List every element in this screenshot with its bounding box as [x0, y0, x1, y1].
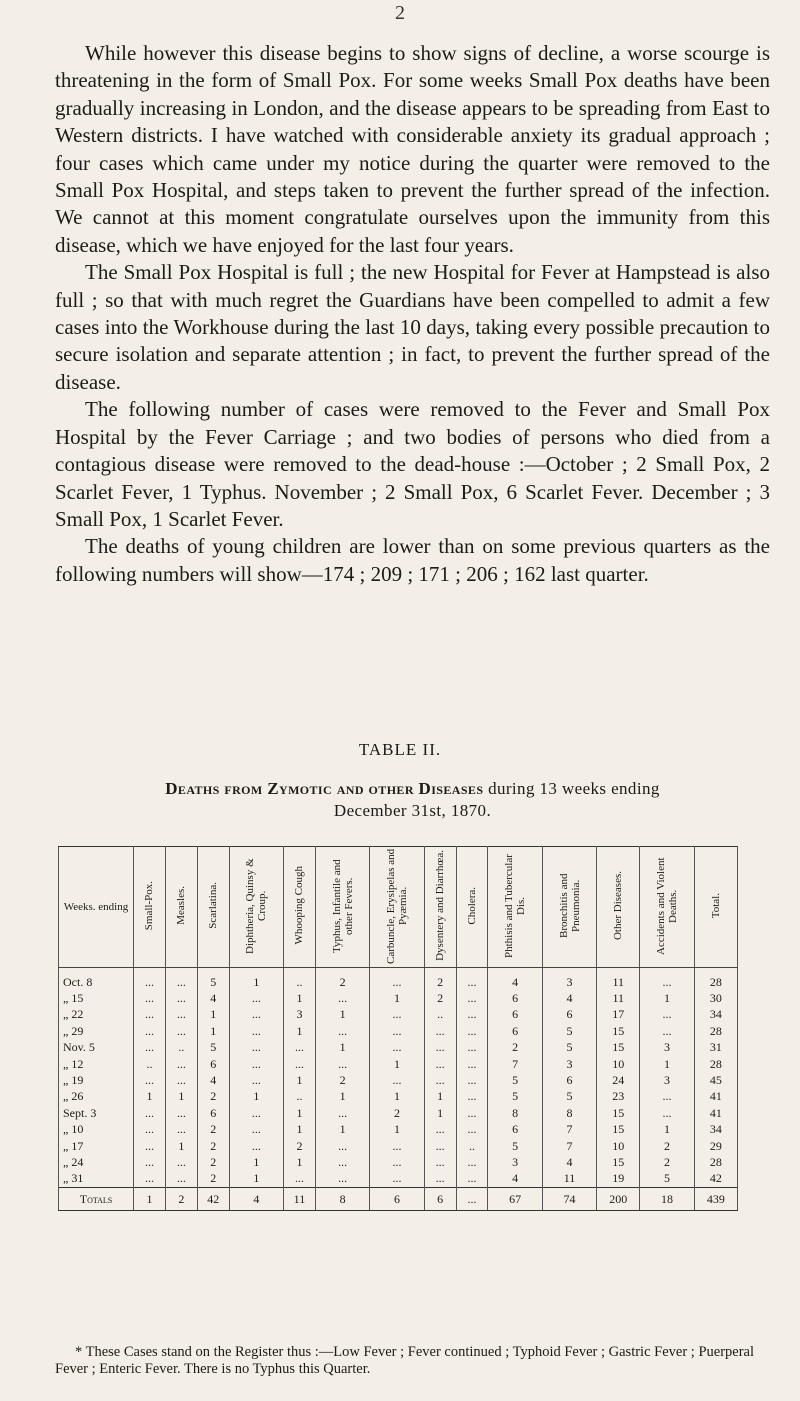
table-cell: 11	[597, 968, 640, 991]
deaths-table	[58, 846, 738, 1211]
table-cell: ...	[424, 1122, 456, 1138]
week-cell: Nov. 5	[59, 1040, 134, 1056]
table-cell: ...	[315, 1105, 369, 1121]
table-cell: 1	[284, 1122, 316, 1138]
totals-cell: 8	[315, 1188, 369, 1211]
table-cell: ...	[165, 990, 197, 1006]
table-row	[59, 1105, 738, 1121]
table-cell: 6	[542, 1072, 596, 1088]
table-cell: ...	[284, 1040, 316, 1056]
table-cell: ...	[229, 1040, 283, 1056]
table-cell: 1	[370, 1122, 424, 1138]
table-cell: 1	[229, 1089, 283, 1105]
column-header	[456, 847, 488, 968]
table-cell: ...	[456, 1007, 488, 1023]
table-cell: 2	[370, 1105, 424, 1121]
table-cell: 6	[488, 990, 542, 1006]
table-cell: 42	[694, 1171, 737, 1188]
table-cell: 5	[488, 1138, 542, 1154]
column-header-label: Phthisis and Tubercular Dis.	[503, 853, 528, 958]
totals-cell: 200	[597, 1188, 640, 1211]
table-cell: 3	[488, 1154, 542, 1170]
caption-date: December 31st, 1870.	[333, 801, 492, 820]
week-cell: „ 17	[59, 1138, 134, 1154]
table-cell: ...	[370, 1138, 424, 1154]
week-cell: „ 26	[59, 1089, 134, 1105]
table-cell: ...	[134, 1040, 166, 1056]
table-cell: 2	[284, 1138, 316, 1154]
table-cell: 1	[424, 1105, 456, 1121]
table-cell: ...	[315, 1056, 369, 1072]
table-cell: ...	[456, 1122, 488, 1138]
paragraph-smallpox: While however this disease begins to show signs of decline, a worse scourge is threatening in the form of Small Pox. For some weeks Small Pox deaths have been gradually increasing in London, and the disease appears to be spreading from East to Western districts. I have watched with considerable anxiety its gradual approach ; four cases which came under my notice during the quarter were removed to the Small Pox Hospital, and steps taken to prevent the further spread of the infection. We cannot at this moment congratulate ourselves upon the immunity from this disease, which we have enjoyed for the last four years.	[55, 41, 770, 257]
totals-cell: 2	[165, 1188, 197, 1211]
table-cell: ...	[165, 968, 197, 991]
column-header-label: Typhus, Infantile and other Fevers.	[330, 858, 355, 953]
column-header-label: Cholera.	[465, 886, 478, 925]
table-cell: 6	[197, 1056, 229, 1072]
table-cell: ...	[229, 1138, 283, 1154]
table-row	[59, 1040, 738, 1056]
table-cell: ...	[315, 1154, 369, 1170]
column-header-label: Bronchitis and Pneumonia.	[557, 873, 582, 938]
table-cell: 41	[694, 1089, 737, 1105]
table-cell: 15	[597, 1023, 640, 1039]
table-cell: 1	[370, 1056, 424, 1072]
table-cell: 1	[640, 990, 694, 1006]
table-cell: ...	[229, 1056, 283, 1072]
table-cell: ...	[370, 1023, 424, 1039]
week-cell: „ 10	[59, 1122, 134, 1138]
caption-heading: Deaths from Zymotic and other Diseases	[165, 779, 484, 798]
table-cell: 5	[640, 1171, 694, 1188]
table-cell: 1	[640, 1056, 694, 1072]
table-cell: 7	[542, 1138, 596, 1154]
table-cell: ...	[165, 1056, 197, 1072]
table-cell: ...	[456, 1023, 488, 1039]
table-row	[59, 1154, 738, 1170]
totals-cell: 42	[197, 1188, 229, 1211]
column-header	[284, 847, 316, 968]
table-cell: 4	[488, 1171, 542, 1188]
table-cell: ...	[456, 1105, 488, 1121]
table-cell: 1	[315, 1007, 369, 1023]
table-cell: ...	[640, 968, 694, 991]
table-cell: ...	[315, 1171, 369, 1188]
column-header-label: Whooping Cough	[293, 866, 306, 945]
table-cell: 15	[597, 1040, 640, 1056]
table-cell: 3	[542, 968, 596, 991]
table-cell: 1	[284, 990, 316, 1006]
table-cell: 2	[640, 1154, 694, 1170]
table-row	[59, 1056, 738, 1072]
table-cell: 1	[229, 1171, 283, 1188]
table-cell: 3	[284, 1007, 316, 1023]
week-cell: „ 12	[59, 1056, 134, 1072]
table-cell: ...	[134, 1138, 166, 1154]
totals-cell: 11	[284, 1188, 316, 1211]
table-cell: ...	[229, 1122, 283, 1138]
table-row	[59, 1138, 738, 1154]
table-cell: 28	[694, 1154, 737, 1170]
table-cell: 4	[542, 1154, 596, 1170]
table-cell: 10	[597, 1056, 640, 1072]
week-cell: „ 29	[59, 1023, 134, 1039]
table-title: TABLE II.	[358, 740, 442, 759]
totals-cell: 6	[370, 1188, 424, 1211]
table-cell: 5	[197, 968, 229, 991]
column-header	[315, 847, 369, 968]
table-cell: 30	[694, 990, 737, 1006]
table-cell: 6	[488, 1122, 542, 1138]
table-cell: ...	[370, 1171, 424, 1188]
table-cell: 4	[488, 968, 542, 991]
table-cell: ...	[165, 1007, 197, 1023]
table-cell: 28	[694, 1056, 737, 1072]
column-header-label: Other Diseases.	[612, 870, 625, 941]
table-row	[59, 1023, 738, 1039]
column-header	[197, 847, 229, 968]
table-cell: ...	[640, 1007, 694, 1023]
week-cell: Sept. 3	[59, 1105, 134, 1121]
table-caption	[55, 778, 770, 822]
table-cell: 8	[542, 1105, 596, 1121]
table-cell: 3	[640, 1040, 694, 1056]
table-cell: ...	[134, 1072, 166, 1088]
table-cell: ...	[456, 1089, 488, 1105]
table-cell: 1	[284, 1072, 316, 1088]
table-cell: ...	[456, 968, 488, 991]
totals-cell: ...	[456, 1188, 488, 1211]
table-cell: ...	[370, 968, 424, 991]
table-cell: ...	[165, 1154, 197, 1170]
totals-cell: 18	[640, 1188, 694, 1211]
table-cell: ..	[424, 1007, 456, 1023]
table-cell: ...	[424, 1056, 456, 1072]
column-header-label: Measles.	[175, 886, 188, 925]
table-cell: 1	[165, 1089, 197, 1105]
table-cell: ...	[165, 1122, 197, 1138]
table-cell: ..	[165, 1040, 197, 1056]
table-cell: 24	[597, 1072, 640, 1088]
table-cell: ...	[370, 1154, 424, 1170]
table-cell: 5	[197, 1040, 229, 1056]
column-header-label: Accidents and Violent Deaths.	[655, 856, 680, 955]
column-header-label: Small-Pox.	[143, 880, 156, 931]
table-cell: ..	[284, 968, 316, 991]
table-cell: 4	[197, 990, 229, 1006]
table-cell: 1	[370, 1089, 424, 1105]
table-cell: 1	[640, 1122, 694, 1138]
table-cell: ...	[229, 1007, 283, 1023]
table-cell: 6	[542, 1007, 596, 1023]
table-header	[59, 847, 738, 968]
table-cell: ...	[640, 1023, 694, 1039]
table-cell: ..	[456, 1138, 488, 1154]
table-row	[59, 1089, 738, 1105]
table-row	[59, 1007, 738, 1023]
table-cell: 6	[197, 1105, 229, 1121]
table-cell: 1	[315, 1122, 369, 1138]
totals-cell: 1	[134, 1188, 166, 1211]
table-cell: 4	[542, 990, 596, 1006]
table-cell: 1	[284, 1023, 316, 1039]
table-cell: ...	[134, 1122, 166, 1138]
table-cell: 34	[694, 1007, 737, 1023]
table-row	[59, 990, 738, 1006]
table-cell: ...	[134, 1154, 166, 1170]
table-cell: 45	[694, 1072, 737, 1088]
table-cell: 41	[694, 1105, 737, 1121]
table-cell: 7	[542, 1122, 596, 1138]
table-cell: 4	[197, 1072, 229, 1088]
table-cell: 5	[542, 1023, 596, 1039]
table-cell: ...	[456, 1056, 488, 1072]
column-header	[229, 847, 283, 968]
column-header-label: Dysentery and Diarrhœa.	[434, 850, 447, 961]
table-cell: 17	[597, 1007, 640, 1023]
table-cell: 2	[424, 968, 456, 991]
column-header	[424, 847, 456, 968]
table-cell: ...	[424, 1072, 456, 1088]
table-cell: 1	[370, 990, 424, 1006]
table-cell: ...	[315, 1138, 369, 1154]
table-cell: ...	[165, 1023, 197, 1039]
table-cell: ...	[229, 1105, 283, 1121]
table-cell: 2	[197, 1138, 229, 1154]
body-text	[55, 40, 770, 588]
table-cell: ...	[134, 1105, 166, 1121]
column-header	[542, 847, 596, 968]
table-cell: 1	[165, 1138, 197, 1154]
table-cell: 1	[229, 1154, 283, 1170]
column-header	[488, 847, 542, 968]
week-cell: „ 24	[59, 1154, 134, 1170]
column-header-label: Total.	[709, 892, 722, 919]
week-cell: „ 31	[59, 1171, 134, 1188]
table-cell: 3	[640, 1072, 694, 1088]
week-cell: „ 22	[59, 1007, 134, 1023]
column-header-label: Scarlatina.	[207, 882, 220, 929]
table-cell: 1	[315, 1089, 369, 1105]
table-cell: 6	[488, 1007, 542, 1023]
table-cell: ...	[165, 1072, 197, 1088]
paragraph-child-deaths: The deaths of young children are lower than on some previous quarters as the following numbers will show—174 ; 209 ; 171 ; 206 ; 162 last quarter.	[55, 534, 770, 586]
table-cell: ...	[424, 1023, 456, 1039]
column-header	[134, 847, 166, 968]
table-cell: ..	[284, 1089, 316, 1105]
table-cell: 7	[488, 1056, 542, 1072]
table-cell: 2	[640, 1138, 694, 1154]
totals-cell: 439	[694, 1188, 737, 1211]
paragraph-hospital-full: The Small Pox Hospital is full ; the new Hospital for Fever at Hampstead is also full ; so that with much regret the Guardians have been compelled to admit a few cases into the Workhouse during the last 10 days, taking every possible precaution to secure isolation and separate attention ; in fact, to prevent the further spread of the disease.	[55, 260, 770, 394]
table-cell: ...	[456, 990, 488, 1006]
table-cell: 11	[542, 1171, 596, 1188]
table-cell: 28	[694, 1023, 737, 1039]
table-cell: ...	[134, 990, 166, 1006]
table-cell: ...	[424, 1154, 456, 1170]
caption-rest: during 13 weeks ending	[488, 779, 660, 798]
table-cell: 2	[197, 1154, 229, 1170]
table-cell: ...	[640, 1105, 694, 1121]
table-cell: 1	[197, 1023, 229, 1039]
header-row	[59, 847, 738, 968]
column-header	[370, 847, 424, 968]
totals-cell: 6	[424, 1188, 456, 1211]
table-cell: 2	[197, 1171, 229, 1188]
table-cell: ...	[165, 1171, 197, 1188]
table-cell: ...	[134, 1171, 166, 1188]
paragraph-fever-carriage: The following number of cases were removed to the Fever and Small Pox Hospital by the Fever Carriage ; and two bodies of persons who died from a contagious disease were removed to the dead-house :—October ; 2 Small Pox, 2 Scarlet Fever, 1 Typhus. November ; 2 Small Pox, 6 Scarlet Fever. December ; 3 Small Pox, 1 Scarlet Fever.	[55, 397, 770, 531]
table-cell: ...	[315, 990, 369, 1006]
table-row	[59, 968, 738, 991]
totals-row	[59, 1188, 738, 1211]
table-body	[59, 968, 738, 1188]
footnote: * These Cases stand on the Register thus :—Low Fever ; Fever continued ; Typhoid Fever ; Gastric Fever ; Puerperal Fever ; Enteric Fever. There is no Typhus this Quarter.	[55, 1344, 755, 1377]
table-cell: 31	[694, 1040, 737, 1056]
table-footer	[59, 1188, 738, 1211]
table-cell: 1	[315, 1040, 369, 1056]
totals-label: Totals	[59, 1188, 134, 1211]
table-cell: ...	[370, 1072, 424, 1088]
column-header	[165, 847, 197, 968]
table-cell: ...	[134, 1023, 166, 1039]
table-cell: ...	[284, 1171, 316, 1188]
table-cell: 5	[542, 1089, 596, 1105]
table-cell: ...	[456, 1040, 488, 1056]
table-cell: ..	[134, 1056, 166, 1072]
column-header-label: Diphtheria, Quinsy & Croup.	[244, 857, 269, 954]
table-cell: 1	[424, 1089, 456, 1105]
table-cell: 5	[542, 1040, 596, 1056]
table-cell: ...	[456, 1171, 488, 1188]
column-header	[694, 847, 737, 968]
table-cell: 34	[694, 1122, 737, 1138]
table-cell: ...	[424, 1138, 456, 1154]
table-cell: 2	[488, 1040, 542, 1056]
table-cell: ...	[370, 1040, 424, 1056]
totals-cell: 67	[488, 1188, 542, 1211]
week-cell: „ 15	[59, 990, 134, 1006]
table-cell: 8	[488, 1105, 542, 1121]
table-cell: ...	[640, 1089, 694, 1105]
table-cell: 15	[597, 1105, 640, 1121]
column-header-weeks: Weeks. ending	[59, 847, 134, 968]
week-cell: Oct. 8	[59, 968, 134, 991]
table-cell: ...	[229, 1072, 283, 1088]
table-cell: 2	[315, 1072, 369, 1088]
table-cell: 29	[694, 1138, 737, 1154]
table-cell: 5	[488, 1089, 542, 1105]
table-cell: ...	[424, 1171, 456, 1188]
table-cell: ...	[165, 1105, 197, 1121]
table-cell: 5	[488, 1072, 542, 1088]
page-number: 2	[395, 2, 405, 24]
table-cell: 1	[197, 1007, 229, 1023]
table-cell: 23	[597, 1089, 640, 1105]
table-cell: ...	[229, 1023, 283, 1039]
table-cell: ...	[315, 1023, 369, 1039]
table-cell: 1	[284, 1105, 316, 1121]
table-cell: ...	[134, 968, 166, 991]
table-cell: 2	[197, 1089, 229, 1105]
table-cell: ...	[229, 990, 283, 1006]
table-cell: ...	[134, 1007, 166, 1023]
totals-cell: 4	[229, 1188, 283, 1211]
week-cell: „ 19	[59, 1072, 134, 1088]
table-row	[59, 1122, 738, 1138]
column-header-label: Carbuncle, Erysipelas and Pyæmia.	[384, 847, 409, 964]
table-cell: 1	[134, 1089, 166, 1105]
table-cell: 2	[424, 990, 456, 1006]
table-row	[59, 1171, 738, 1188]
table-cell: ...	[456, 1154, 488, 1170]
table-cell: 15	[597, 1122, 640, 1138]
table-cell: 2	[197, 1122, 229, 1138]
table-cell: 3	[542, 1056, 596, 1072]
table-cell: 11	[597, 990, 640, 1006]
table-cell: 6	[488, 1023, 542, 1039]
column-header	[597, 847, 640, 968]
table-cell: ...	[370, 1007, 424, 1023]
table-cell: ...	[424, 1040, 456, 1056]
table-cell: ...	[456, 1072, 488, 1088]
table-cell: 1	[284, 1154, 316, 1170]
table-cell: ...	[284, 1056, 316, 1072]
table-cell: 28	[694, 968, 737, 991]
table-cell: 10	[597, 1138, 640, 1154]
table-cell: 15	[597, 1154, 640, 1170]
table-cell: 1	[229, 968, 283, 991]
totals-cell: 74	[542, 1188, 596, 1211]
table-cell: 2	[315, 968, 369, 991]
table-row	[59, 1072, 738, 1088]
table-cell: 19	[597, 1171, 640, 1188]
column-header	[640, 847, 694, 968]
